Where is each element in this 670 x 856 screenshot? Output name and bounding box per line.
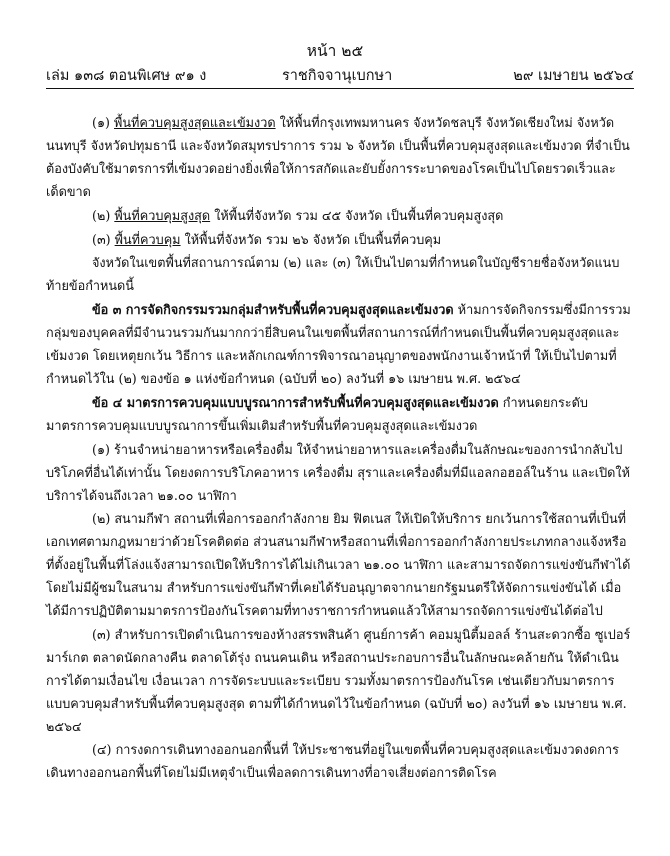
zone-1-term: พื้นที่ควบคุมสูงสุดและเข้มงวด <box>114 115 276 130</box>
annex-paragraph: จังหวัดในเขตพื้นที่สถานการณ์ตาม (๒) และ (๓) ให้เป็นไปตามที่กำหนดในบัญชีรายชื่อจังหวัดแนบท้ายข้อกำหนดนี้ <box>46 255 620 294</box>
page-header <box>46 64 634 86</box>
header-volume: เล่ม ๑๓๘ ตอนพิเศษ ๙๑ ง <box>46 68 207 84</box>
zone-3-text: ให้พื้นที่จังหวัด รวม ๒๖ จังหวัด เป็นพื้นที่ควบคุม <box>184 231 442 247</box>
header-date: ๒๙ เมษายน ๒๕๖๔ <box>513 68 634 84</box>
zone-1-text: ให้พื้นที่กรุงเทพมหานคร จังหวัดชลบุรี จังหวัดเชียงใหม่ จังหวัดนนทบุรี จังหวัดปทุมธานี และจังหวัดสมุทรปราการ รวม ๖ จังหวัด เป็นพื้นที่ควบคุมสูงสุดและเข้มงวด ที่จำเป็นต้องบังคับใช้มาตรการที่เข้มงวดอย่างยิ่งเพื่อให้การสกัดและยับยั้งการระบาดของโรคเป็นไปโดยรวดเร็วและเด็ดขาด <box>46 115 630 199</box>
item-2-number: (๒) <box>92 511 111 527</box>
clause-3-text: ห้ามการจัดกิจกรรมซึ่งมีการรวมกลุ่มของบุคคลที่มีจำนวนรวมกันมากกว่ายี่สิบคนในเขตพื้นที่สถานการณ์ที่กำหนดเป็นพื้นที่ควบคุมสูงสุดและเข้มงวด โดยเหตุยกเว้น วิธีการ และหลักเกณฑ์การพิจารณาอนุญาตของพนักงานเจ้าหน้าที่ ให้เป็นไปตามที่กำหนดไว้ใน (๒) ของข้อ ๑ แห่งข้อกำหนด (ฉบับที่ ๒๐) ลงวันที่ ๑๖ เมษายน พ.ศ. ๒๕๖๔ <box>46 302 631 386</box>
clause-4-item-4 <box>46 739 634 785</box>
header-rule <box>46 88 634 89</box>
item-1-number: (๑) <box>92 441 110 457</box>
zone-1-number: (๑) <box>92 115 110 130</box>
clause-4-heading: ข้อ ๔ มาตรการควบคุมแบบบูรณาการสำหรับพื้นที่ควบคุมสูงสุดและเข้มงวด <box>92 394 499 410</box>
document-body <box>46 112 634 786</box>
item-3-text: สำหรับการเปิดดำเนินการของห้างสรรพสินค้า ศูนย์การค้า คอมมูนิตี้มอลล์ ร้านสะดวกซื้อ ซูเปอร์มาร์เกต ตลาดนัดกลางคืน ตลาดโต้รุ่ง ถนนคนเดิน หรือสถานประกอบการอื่นในลักษณะคล้ายกัน ให้ดำเนินการได้ตามเงื่อนไข เงื่อนเวลา การจัดระบบและระเบียบ รวมทั้งมาตรการป้องกันโรค เช่นเดียวกับมาตรการแบบควบคุมสำหรับพื้นที่ควบคุมสูงสุด ตามที่ได้กำหนดไว้ในข้อกำหนด (ฉบับที่ ๒๐) ลงวันที่ ๑๖ เมษายน พ.ศ. ๒๕๖๔ <box>46 626 631 734</box>
clause-4-item-1 <box>46 439 634 508</box>
header-gazette-title: ราชกิจจานุเบกษา <box>282 68 393 84</box>
zone-2-number: (๒) <box>92 207 111 223</box>
zone-3-number: (๓) <box>92 231 111 247</box>
clause-4-item-3 <box>46 624 634 739</box>
zone-2-paragraph <box>46 205 634 228</box>
item-4-text: การงดการเดินทางออกนอกพื้นที่ ให้ประชาชนที่อยู่ในเขตพื้นที่ควบคุมสูงสุดและเข้มงวดงดการเดินทางออกนอกพื้นที่โดยไม่มีเหตุจำเป็นเพื่อลดการเดินทางที่อาจเสี่ยงต่อการติดโรค <box>46 742 619 781</box>
zone-2-term: พื้นที่ควบคุมสูงสุด <box>114 207 211 223</box>
clause-4-heading-paragraph <box>46 392 634 438</box>
zone-2-text: ให้พื้นที่จังหวัด รวม ๔๕ จังหวัด เป็นพื้นที่ควบคุมสูงสุด <box>214 207 504 223</box>
page-number: หน้า ๒๕ <box>306 42 364 60</box>
zone-1-paragraph <box>46 112 634 204</box>
item-3-number: (๓) <box>92 626 111 642</box>
item-1-text: ร้านจำหน่ายอาหารหรือเครื่องดื่ม ให้จำหน่ายอาหารและเครื่องดื่มในลักษณะของการนำกลับไปบริโภคที่อื่นได้เท่านั้น โดยงดการบริโภคอาหาร เครื่องดื่ม สุราและเครื่องดื่มที่มีแอลกอฮอล์ในร้าน และเปิดให้บริการได้จนถึงเวลา ๒๑.๐๐ นาฬิกา <box>46 441 630 503</box>
item-4-number: (๔) <box>92 742 112 758</box>
zone-3-paragraph <box>46 229 634 252</box>
clause-3-paragraph <box>46 299 634 391</box>
zone-3-term: พื้นที่ควบคุม <box>114 231 181 247</box>
clause-3-heading: ข้อ ๓ การจัดกิจกรรมรวมกลุ่มสำหรับพื้นที่ควบคุมสูงสุดและเข้มงวด <box>92 302 454 318</box>
item-2-text: สนามกีฬา สถานที่เพื่อการออกกำลังกาย ยิม ฟิตเนส ให้เปิดให้บริการ ยกเว้นการใช้สถานที่เป็นที่เอกเทศตามกฎหมายว่าด้วยโรคติดต่อ ส่วนสนามกีฬาหรือสถานที่เพื่อการออกกำลังกายประเภทกลางแจ้งหรือที่ตั้งอยู่ในพื้นที่โล่งแจ้งสามารถเปิดให้บริการได้ไม่เกินเวลา ๒๑.๐๐ นาฬิกา และสามารถจัดการแข่งขันกีฬาได้โดยไม่มีผู้ชมในสนาม สำหรับการแข่งขันกีฬาที่เคยได้รับอนุญาตจากนายกรัฐมนตรีให้จัดการแข่งขันได้ เมื่อได้มีการปฏิบัติตามมาตรการป้องกันโรคตามที่ทางราชการกำหนดแล้วให้สามารถจัดการแข่งขันได้ต่อไป <box>46 511 631 619</box>
clause-4-intro: กำหนดยกระดับมาตรการควบคุมแบบบูรณาการขึ้นเพิ่มเติมสำหรับพื้นที่ควบคุมสูงสุดและเข้มงวด <box>46 394 588 433</box>
clause-4-item-2 <box>46 508 634 623</box>
